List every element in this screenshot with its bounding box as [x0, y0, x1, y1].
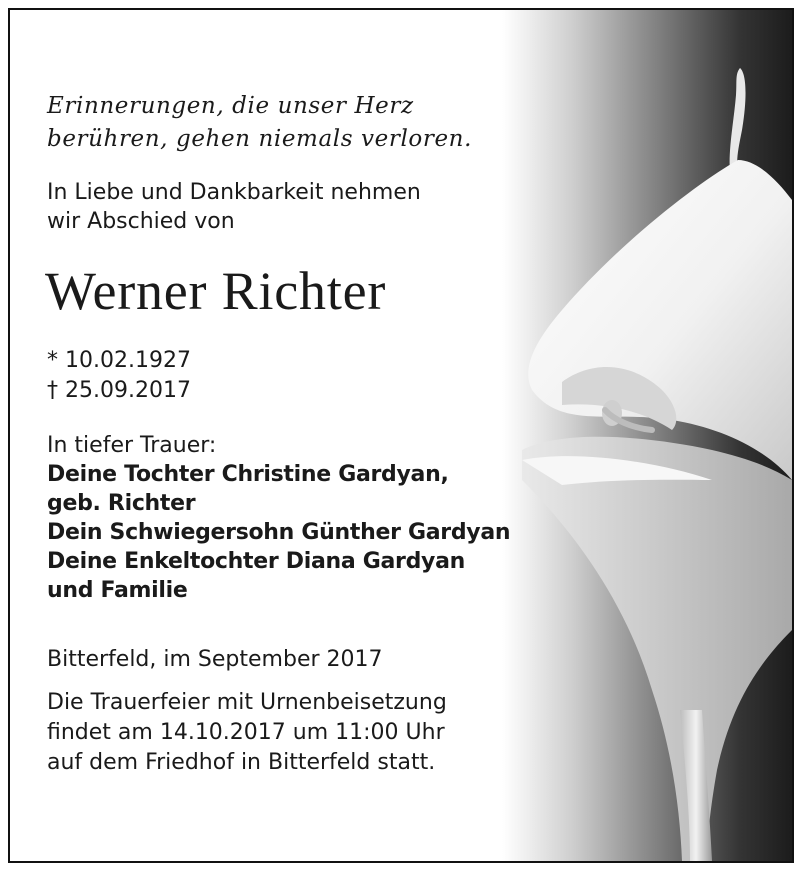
- life-dates: [47, 346, 191, 406]
- mourner-line: Deine Enkeltochter Diana Gardyan: [47, 549, 466, 574]
- ceremony-line: findet am 14.10.2017 um 11:00 Uhr: [47, 720, 445, 745]
- mourners-heading: In tiefer Trauer:: [47, 433, 217, 458]
- obituary-notice: [8, 8, 794, 863]
- mourner-line: Dein Schwiegersohn Günther Gardyan: [47, 520, 511, 545]
- motto-line: berühren, gehen niemals verloren.: [47, 126, 472, 152]
- intro-text: [47, 178, 421, 236]
- ceremony-line: Die Trauerfeier mit Urnenbeisetzung: [47, 690, 447, 715]
- calla-lily-image: [502, 10, 792, 861]
- birth-date: * 10.02.1927: [47, 348, 191, 373]
- mourner-line: Deine Tochter Christine Gardyan,: [47, 462, 449, 487]
- mourners-block: [47, 431, 510, 605]
- place-date: Bitterfeld, im September 2017: [47, 647, 383, 672]
- ceremony-info: [47, 688, 447, 778]
- calla-lily-flower-icon: [502, 10, 792, 861]
- death-date: † 25.09.2017: [47, 378, 191, 403]
- deceased-name: Werner Richter: [45, 261, 387, 321]
- mourner-line: geb. Richter: [47, 491, 196, 516]
- motto-line: Erinnerungen, die unser Herz: [47, 93, 414, 119]
- ceremony-line: auf dem Friedhof in Bitterfeld statt.: [47, 750, 436, 775]
- intro-line: In Liebe und Dankbarkeit nehmen: [47, 180, 421, 205]
- mourner-line: und Familie: [47, 578, 188, 603]
- motto-quote: [47, 90, 472, 156]
- intro-line: wir Abschied von: [47, 209, 235, 234]
